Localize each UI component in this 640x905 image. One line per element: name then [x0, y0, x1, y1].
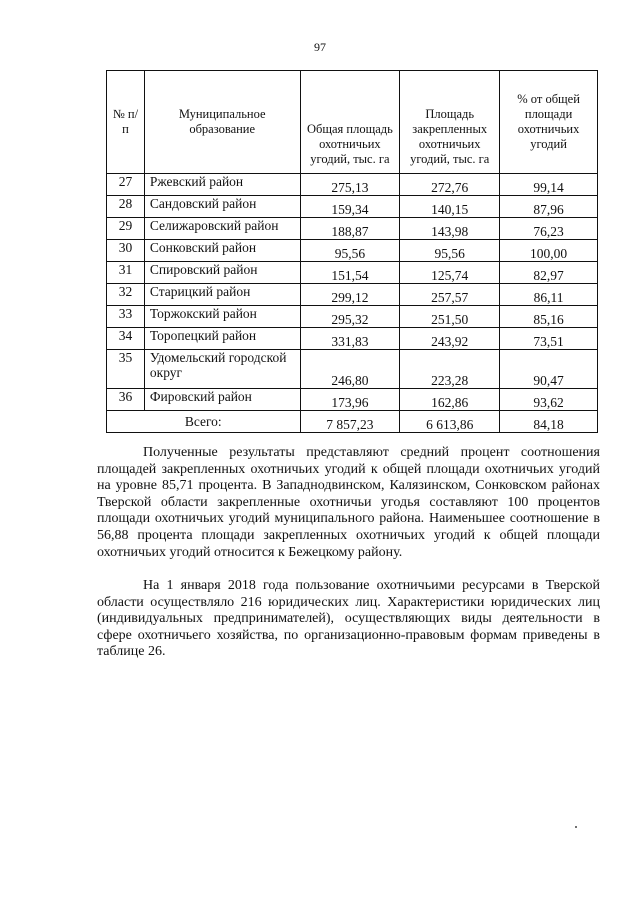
total-area-value: 275,13 [300, 174, 400, 196]
municipality-name: Удомельский городской округ [144, 350, 300, 389]
percent-value: 87,96 [500, 196, 598, 218]
fixed-area-value: 162,86 [400, 389, 500, 411]
row-number: 27 [107, 174, 145, 196]
total-area-value: 299,12 [300, 284, 400, 306]
row-number: 30 [107, 240, 145, 262]
fixed-area-value: 272,76 [400, 174, 500, 196]
municipality-name: Спировский район [144, 262, 300, 284]
row-number: 35 [107, 350, 145, 389]
table-row [107, 389, 598, 411]
total-area-value: 188,87 [300, 218, 400, 240]
percent-value: 85,16 [500, 306, 598, 328]
row-number: 34 [107, 328, 145, 350]
table-total-row [107, 411, 598, 433]
page-number: 97 [314, 40, 326, 54]
municipality-name: Торопецкий район [144, 328, 300, 350]
header-municipality: Муниципальное образование [144, 71, 300, 174]
table-header-row [107, 71, 598, 174]
table-row [107, 174, 598, 196]
fixed-area-value: 125,74 [400, 262, 500, 284]
paragraph-text: На 1 января 2018 года пользование охотничьими ресурсами в Тверской области осуществляло 216 юридических лиц. Характеристики юридических лиц (индивидуальных предпринимателей), осуществляющих виды деятельности в сфере охотничьего хозяйства, по организационно-правовым формам приведены в таблице 26. [97, 578, 600, 660]
table-body [107, 174, 598, 433]
total-area-value: 159,34 [300, 196, 400, 218]
municipality-name: Торжокский район [144, 306, 300, 328]
table-row [107, 306, 598, 328]
percent-value: 100,00 [500, 240, 598, 262]
fixed-area-value: 223,28 [400, 350, 500, 389]
table-row [107, 240, 598, 262]
table-row [107, 328, 598, 350]
municipality-name: Сандовский район [144, 196, 300, 218]
fixed-area-value: 143,98 [400, 218, 500, 240]
header-total-area: Общая площадь охотничьих угодий, тыс. га [300, 71, 400, 174]
percent-value: 76,23 [500, 218, 598, 240]
municipality-name: Ржевский район [144, 174, 300, 196]
row-number: 28 [107, 196, 145, 218]
header-percent: % от общей площади охотничьих угодий [500, 71, 598, 174]
fixed-area-value: 243,92 [400, 328, 500, 350]
fixed-area-value: 257,57 [400, 284, 500, 306]
percent-value: 73,51 [500, 328, 598, 350]
paragraph-legal-entities [97, 578, 600, 661]
row-number: 32 [107, 284, 145, 306]
percent-value: 99,14 [500, 174, 598, 196]
table-row [107, 284, 598, 306]
scan-speck [575, 826, 577, 828]
total-area-value: 331,83 [300, 328, 400, 350]
total-label: Всего: [107, 411, 301, 433]
total-area-value: 295,32 [300, 306, 400, 328]
row-number: 31 [107, 262, 145, 284]
table-row [107, 218, 598, 240]
municipality-name: Селижаровский район [144, 218, 300, 240]
table-row [107, 196, 598, 218]
total-area-value: 246,80 [300, 350, 400, 389]
fixed-area-value: 251,50 [400, 306, 500, 328]
municipality-name: Фировский район [144, 389, 300, 411]
header-num: № п/п [107, 71, 145, 174]
total-area-value: 151,54 [300, 262, 400, 284]
table-row [107, 350, 598, 389]
percent-value: 82,97 [500, 262, 598, 284]
paragraph-text: Полученные результаты представляют средний процент соотношения площадей закрепленных охотничьих угодий к общей площади охотничьих угодий на уровне 85,71 процента. В Западнодвинском, Калязинском, Сонковском районах Тверской области закрепленные охотничьи угодья составляют 100 процентов площади охотничьих угодий муниципального района. Наименьшее соотношение в 56,88 процента площади закрепленных охотничьих угодий к общей площади охотничьих угодий относится к Бежецкому району. [97, 445, 600, 560]
row-number: 36 [107, 389, 145, 411]
percent-average: 84,18 [500, 411, 598, 433]
municipality-name: Сонковский район [144, 240, 300, 262]
total-area-value: 173,96 [300, 389, 400, 411]
total-area-sum: 7 857,23 [300, 411, 400, 433]
row-number: 33 [107, 306, 145, 328]
hunting-grounds-table [106, 70, 598, 433]
percent-value: 90,47 [500, 350, 598, 389]
percent-value: 93,62 [500, 389, 598, 411]
fixed-area-value: 95,56 [400, 240, 500, 262]
table-row [107, 262, 598, 284]
percent-value: 86,11 [500, 284, 598, 306]
row-number: 29 [107, 218, 145, 240]
total-area-value: 95,56 [300, 240, 400, 262]
municipality-name: Старицкий район [144, 284, 300, 306]
fixed-area-sum: 6 613,86 [400, 411, 500, 433]
paragraph-summary [97, 445, 600, 561]
fixed-area-value: 140,15 [400, 196, 500, 218]
header-fixed-area: Площадь закрепленных охотничьих угодий, тыс. га [400, 71, 500, 174]
